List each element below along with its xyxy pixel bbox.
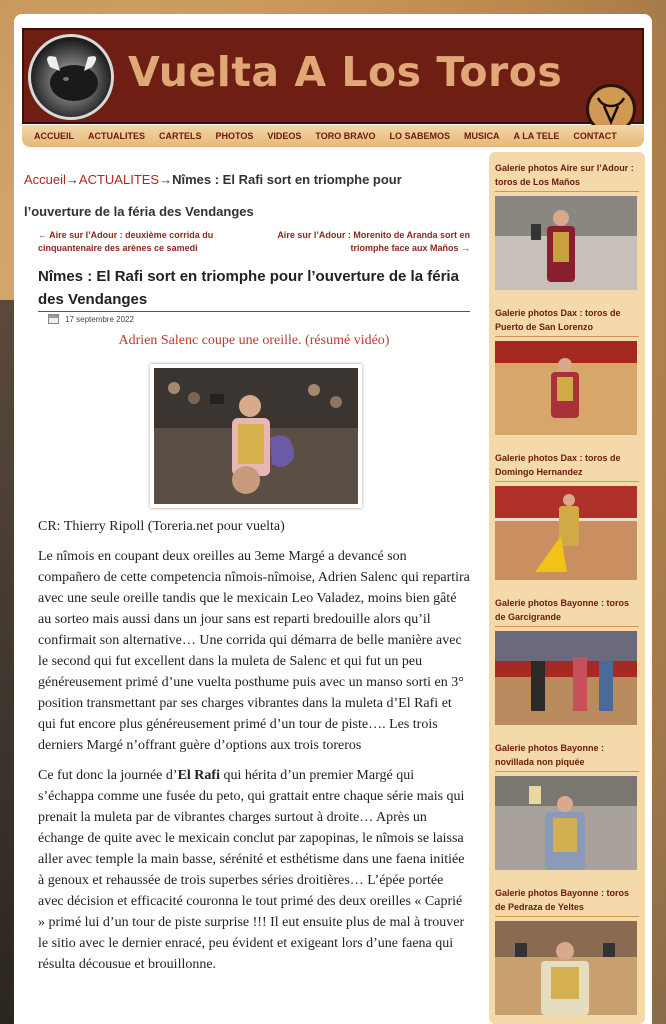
- gallery-thumbnail[interactable]: [495, 776, 637, 870]
- gallery-thumbnail[interactable]: [495, 486, 637, 580]
- breadcrumb-separator: →: [159, 172, 173, 187]
- post-title: Nîmes : El Rafi sort en triomphe pour l’ouverture de la féria des Vendanges: [38, 268, 459, 308]
- gallery-thumbnail[interactable]: [495, 921, 637, 1015]
- gallery-item[interactable]: [495, 883, 639, 1015]
- nav-musica[interactable]: MUSICA: [464, 131, 500, 141]
- gallery-item[interactable]: [495, 738, 639, 870]
- article-credit: CR: Thierry Ripoll (Toreria.net pour vuelta): [38, 519, 285, 534]
- article-photo-frame: [150, 364, 362, 508]
- text-span: qui hérita d’un premier Margé qui s’échappa comme une fusée du peto, qui grattait entre chaque série mais qui prenait la muleta par de vibrantes charges surtout à droite… Après un échange de quite avec le mexicain conclut par zapopinas, le nîmois se laissa aller avec temple la main basse, sérénité et esthétisme dans une faena initiée à genoux et rehaussée de trois superbes séries droitières… L’épée portée avec décision et efficacité couronna le tout primé des deux oreilles « Caprié » primé lui d’un tour de piste surprise !!! Il eut ensuite plus de mal à trouver le sitio avec le dernier enracé, peu évident et exigeant lors d’une faena qui résulta décousue et brouillonne.: [38, 768, 465, 972]
- nav-lo-sabemos[interactable]: LO SABEMOS: [389, 131, 451, 141]
- title-divider: [38, 311, 470, 312]
- gallery-item[interactable]: [495, 158, 639, 290]
- site-title[interactable]: Vuelta A Los Toros: [128, 48, 563, 96]
- article-paragraph: [38, 765, 470, 975]
- breadcrumb-home[interactable]: Accueil: [24, 172, 66, 187]
- breadcrumb-separator: →: [65, 172, 79, 187]
- gallery-thumbnail[interactable]: [495, 631, 637, 725]
- gallery-title[interactable]: Galerie photos Aire sur l’Adour : toros de Los Maños: [495, 158, 639, 192]
- gallery-thumbnail[interactable]: [495, 341, 637, 435]
- next-post-link[interactable]: Aire sur l’Adour : Morenito de Aranda sort en triomphe face aux Maños →: [277, 230, 470, 253]
- sidebar-galleries: [489, 152, 645, 1024]
- nav-cartels[interactable]: CARTELS: [159, 131, 202, 141]
- article-paragraph: Le nîmois en coupant deux oreilles au 3eme Margé a devancé son compañero de cette competencia nîmois-nîmoise, Adrien Salenc qui repartira avec une seule oreille tandis que le mexicain Leo Valadez, moins bien gâté au sorteo mais aussi dans un jour sans est reparti bredouille alors qu’il confirmait son alternative… Une corrida qui démarra de belle manière avec le second qui fut excellent dans la muleta de Salenc et qui fut un peu généreusement primé d’une vuelta posthume puis avec un manso sorti en 3° position transmettant par ses charges vibrantes dans la muleta d’El Rafi et qui fut encore plus généreusement primé d’un tour de piste…. Les trois derniers Margé n’offrant guère d’options aux trois toreros: [38, 549, 470, 753]
- text-span: Ce fut donc la journée d’: [38, 768, 178, 783]
- nav-a-la-tele[interactable]: A LA TELE: [513, 131, 560, 141]
- calendar-icon: [48, 314, 59, 324]
- nav-actualites[interactable]: ACTUALITES: [88, 131, 145, 141]
- gallery-item[interactable]: [495, 593, 639, 725]
- gallery-title[interactable]: Galerie photos Dax : toros de Domingo Hernandez: [495, 448, 639, 482]
- video-summary-link[interactable]: Adrien Salenc coupe une oreille. (résumé vidéo): [118, 333, 390, 348]
- post-date: [48, 314, 134, 324]
- torero-name: El Rafi: [177, 768, 220, 783]
- nav-toro-bravo[interactable]: TORO BRAVO: [315, 131, 376, 141]
- gallery-title[interactable]: Galerie photos Dax : toros de Puerto de San Lorenzo: [495, 303, 639, 337]
- bull-logo-icon[interactable]: [28, 34, 114, 120]
- site-header: [22, 28, 644, 124]
- gallery-item[interactable]: [495, 303, 639, 435]
- breadcrumb-current: Nîmes : El Rafi sort en triomphe pour l’ouverture de la féria des Vendanges: [24, 172, 402, 219]
- main-nav: [22, 125, 644, 147]
- nav-videos[interactable]: VIDEOS: [267, 131, 302, 141]
- nav-contact[interactable]: CONTACT: [573, 131, 617, 141]
- previous-post-link[interactable]: ← Aire sur l’Adour : deuxième corrida du cinquantenaire des arènes ce samedi: [38, 230, 214, 253]
- torero-triumph-photo[interactable]: [154, 368, 358, 504]
- gallery-title[interactable]: Galerie photos Bayonne : novillada non piquée: [495, 738, 639, 772]
- breadcrumb: [24, 164, 454, 228]
- article-body: [38, 516, 470, 984]
- nav-accueil[interactable]: ACCUEIL: [34, 131, 74, 141]
- gallery-thumbnail[interactable]: [495, 196, 637, 290]
- gallery-title[interactable]: Galerie photos Bayonne : toros de Garcigrande: [495, 593, 639, 627]
- breadcrumb-section[interactable]: ACTUALITES: [78, 172, 160, 187]
- gallery-item[interactable]: [495, 448, 639, 580]
- page-container: [14, 14, 652, 1024]
- gallery-title[interactable]: Galerie photos Bayonne : toros de Pedraza de Yeltes: [495, 883, 639, 917]
- nav-photos[interactable]: PHOTOS: [215, 131, 254, 141]
- post-date-text: 17 septembre 2022: [65, 314, 134, 324]
